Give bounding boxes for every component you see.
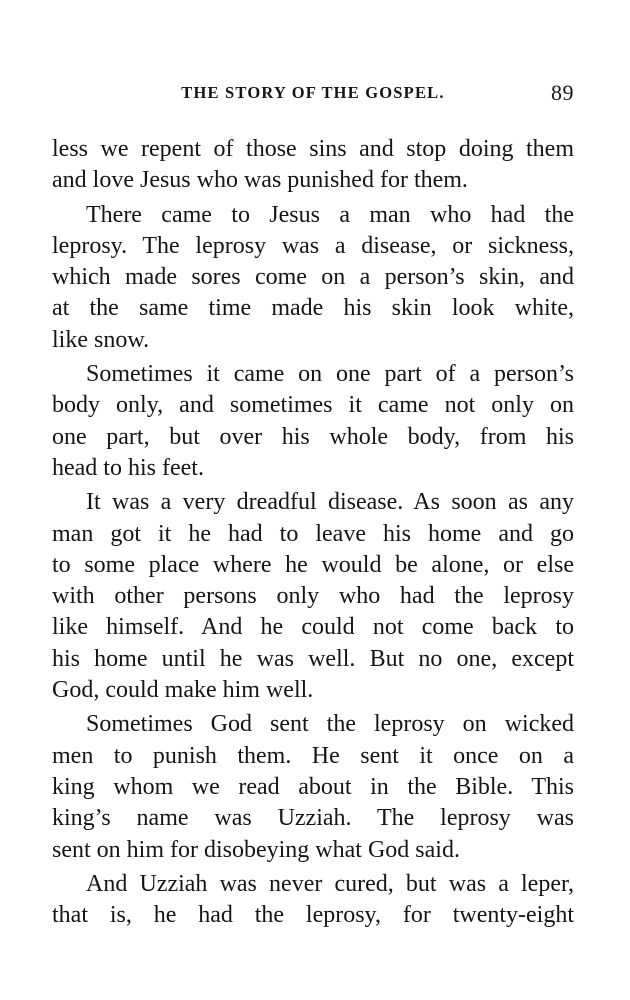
paragraph <box>52 134 574 197</box>
text-line: It was a very dreadful disease. As soon as any <box>86 489 574 516</box>
paragraph <box>52 487 574 706</box>
text-line: king’s name was Uzziah. The leprosy was <box>52 805 574 832</box>
text-line: man got it he had to leave his home and go <box>52 520 574 547</box>
text-line: body only, and sometimes it came not only on <box>52 392 574 419</box>
paragraph <box>52 359 574 484</box>
text-line: head to his feet. <box>52 454 204 481</box>
text-line: with other persons only who had the leprosy <box>52 583 574 610</box>
text-line: his home until he was well. But no one, except <box>52 645 574 672</box>
body-text <box>52 134 574 931</box>
paragraph <box>52 200 574 356</box>
text-line: leprosy. The leprosy was a disease, or sickness, <box>52 232 574 259</box>
text-line: Sometimes it came on one part of a person’s <box>86 361 574 388</box>
text-line: that is, he had the leprosy, for twenty-eight <box>52 902 574 929</box>
text-line: king whom we read about in the Bible. This <box>52 773 574 800</box>
text-line: men to punish them. He sent it once on a <box>52 742 574 769</box>
text-line: at the same time made his skin look white, <box>52 295 574 322</box>
running-title: THE STORY OF THE GOSPEL. <box>181 83 445 102</box>
text-line: There came to Jesus a man who had the <box>86 201 574 228</box>
text-line: less we repent of those sins and stop doing them <box>52 136 574 162</box>
text-line: Sometimes God sent the leprosy on wicked <box>86 711 574 738</box>
text-line: like himself. And he could not come back to <box>52 614 574 641</box>
text-line: And Uzziah was never cured, but was a leper, <box>86 870 574 897</box>
text-line: and love Jesus who was punished for them. <box>52 167 468 194</box>
paragraph <box>52 869 574 932</box>
text-line: one part, but over his whole body, from his <box>52 423 574 450</box>
page-number: 89 <box>551 80 574 105</box>
text-line: sent on him for disobeying what God said. <box>52 836 460 863</box>
paragraph <box>52 709 574 865</box>
text-line: like snow. <box>52 326 150 353</box>
text-line: which made sores come on a person’s skin, and <box>52 264 574 291</box>
running-head <box>52 80 574 110</box>
text-line: God, could make him well. <box>52 677 314 704</box>
text-line: to some place where he would be alone, or else <box>52 551 574 578</box>
